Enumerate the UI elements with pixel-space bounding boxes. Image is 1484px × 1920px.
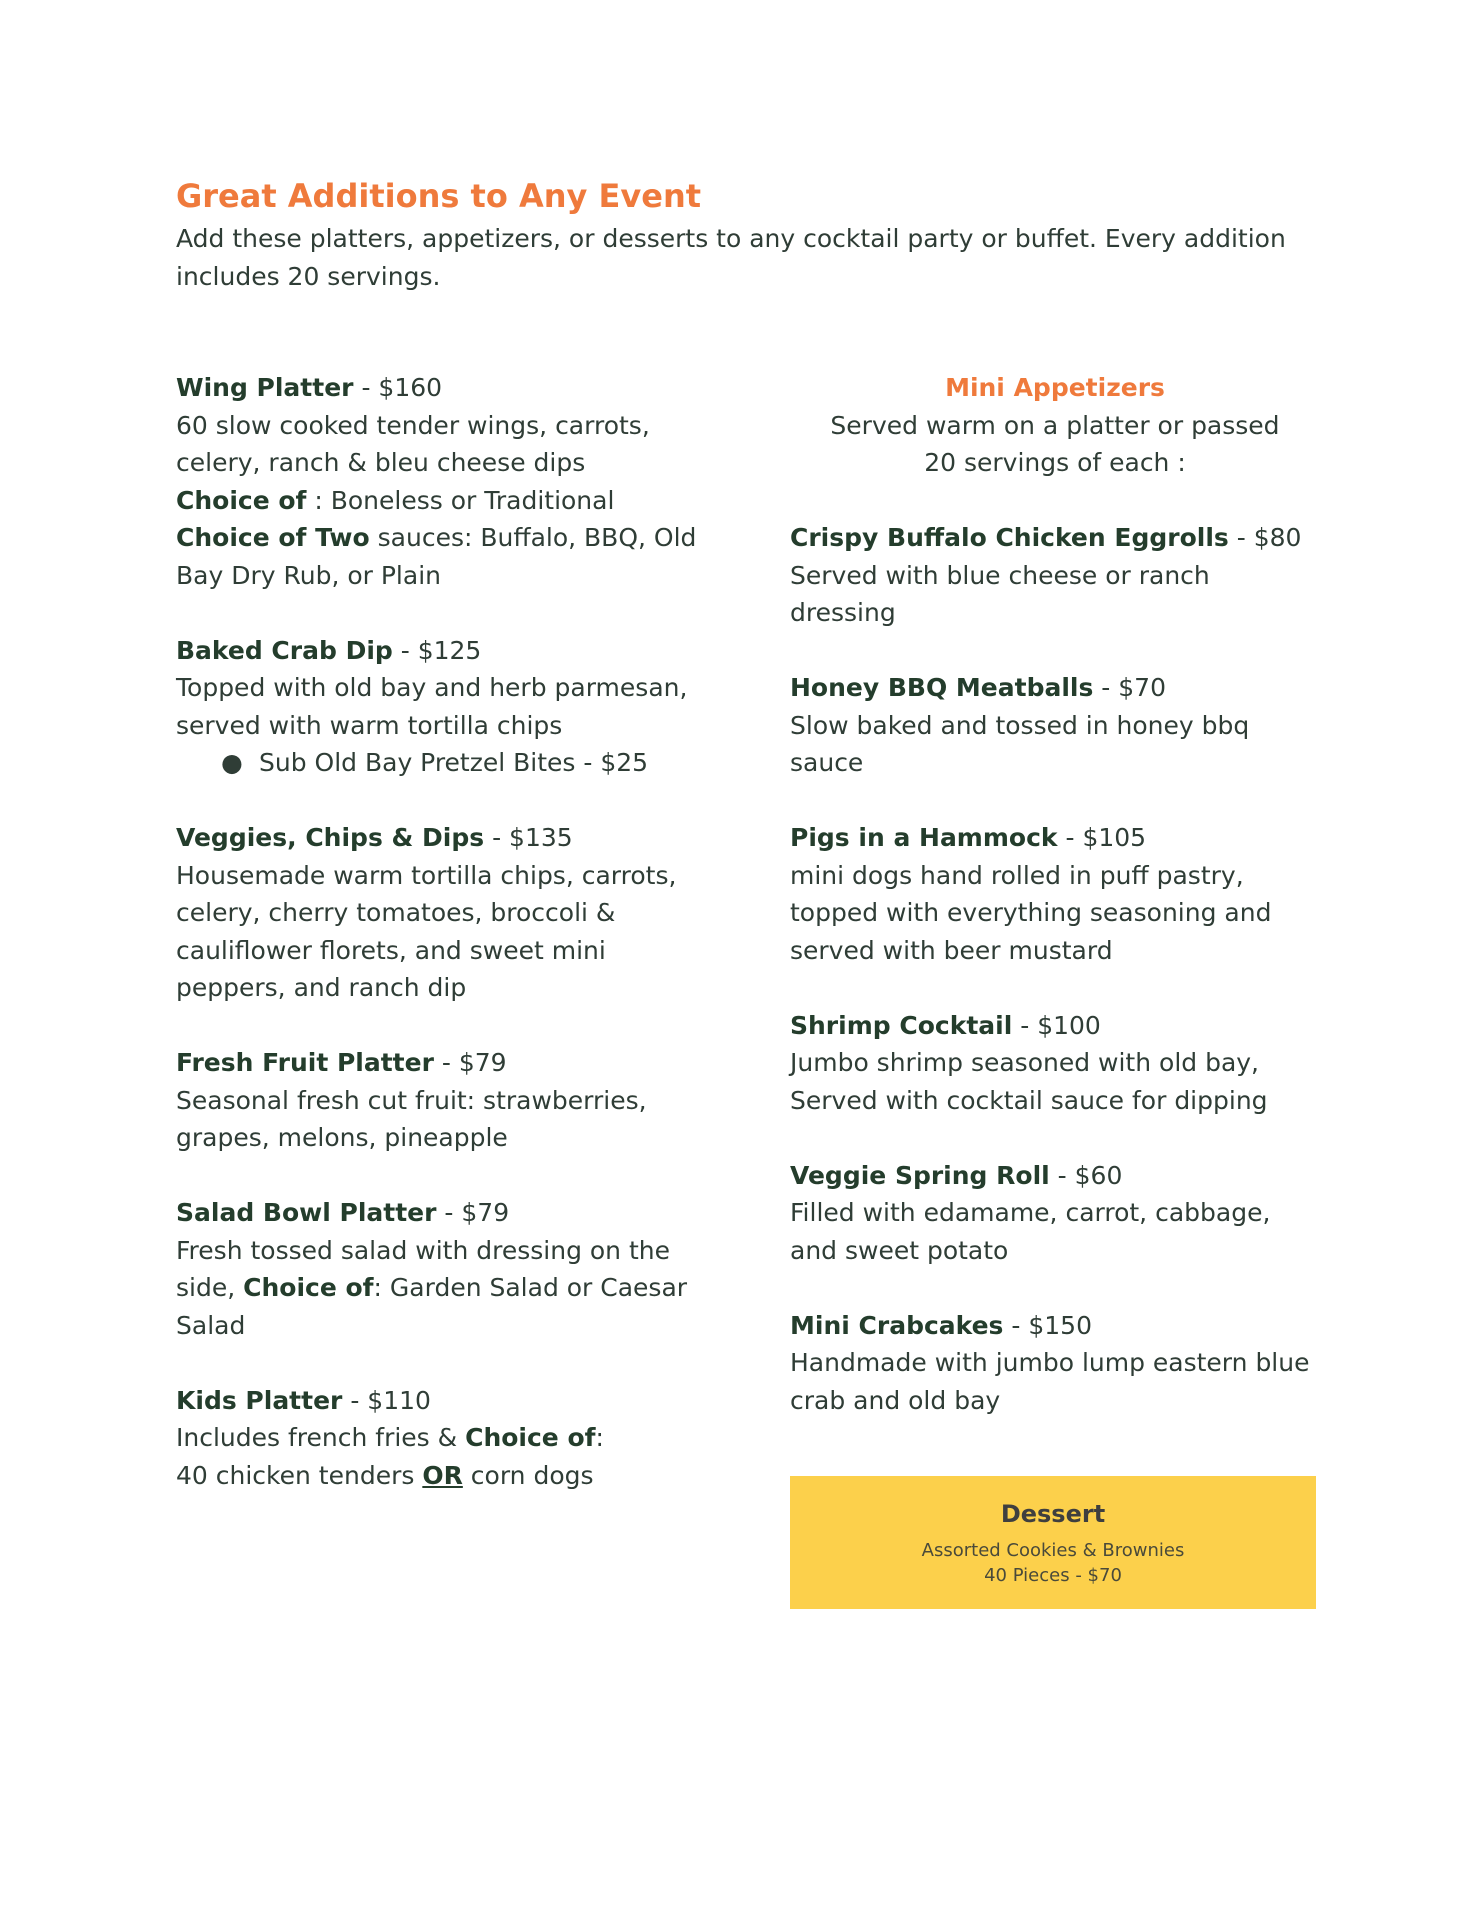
dessert-box [790,1476,1316,1609]
mini-appetizers-subtitle: Served warm on a platter or passed [830,410,1280,440]
item-name: Kids Platter [176,1385,343,1415]
item-title-line [790,819,1320,857]
menu-item-shrimp-cocktail [790,1007,1320,1120]
item-title-line [176,632,716,670]
item-name: Honey BBQ Meatballs [790,673,1094,702]
mini-appetizers-title: Mini Appetizers [945,373,1165,402]
desc-part: 40 chicken tenders [176,1460,423,1490]
item-price: - $150 [1003,1310,1092,1340]
sub-option-text: Sub Old Bay Pretzel Bites - $25 [259,748,649,777]
dessert-description: Assorted Cookies & Brownies [921,1540,1185,1561]
item-title-line [176,819,716,857]
item-description: 60 slow cooked tender wings, carrots, celery, ranch & bleu cheese dips [176,410,650,477]
menu-item-buffalo-eggrolls [790,519,1320,632]
desc-part: : [595,1423,604,1452]
choice-label: Choice of [176,485,307,515]
item-price: - $110 [342,1385,431,1415]
item-price: - $100 [1012,1010,1101,1040]
platters-column [176,369,716,1532]
mini-appetizers-header [790,369,1320,482]
desc-part: corn dogs [462,1460,594,1490]
choice-two-label: Choice of Two [176,523,370,552]
choice-label: Choice of [243,1273,374,1302]
choice-two-text: sauces: Buffalo, BBQ, Old Bay Dry Rub, or Plain [176,523,697,590]
item-name: Mini Crabcakes [790,1310,1004,1340]
item-title-line [790,1007,1320,1045]
sub-option [176,744,716,782]
item-name: Veggie Spring Roll [790,1160,1050,1190]
mini-appetizers-column [790,369,1320,1457]
item-name: Shrimp Cocktail [790,1010,1013,1040]
item-name: Wing Platter [176,373,354,402]
page-title: Great Additions to Any Event [176,177,702,215]
mini-appetizers-servings: 20 servings of each : [924,448,1186,477]
desc-part: Includes french fries & [176,1423,466,1452]
menu-item-mini-crabcakes [790,1307,1320,1420]
desc-part: Fresh tossed salad with dressing on the side, [176,1235,670,1302]
item-name: Baked Crab Dip [176,635,393,665]
or-label: OR [422,1460,463,1490]
item-title-line [176,369,716,407]
item-choice-two [176,519,716,594]
item-description: Served with blue cheese or ranch dressing [790,560,1210,627]
item-description: Seasonal fresh cut fruit: strawberries, grapes, melons, pineapple [176,1085,647,1152]
item-name: Crispy Buffalo Chicken Eggrolls [790,523,1229,552]
item-price: - $79 [433,1048,507,1077]
menu-item-veggie-spring-roll [790,1157,1320,1270]
item-price: - $79 [436,1198,510,1227]
menu-item-wing-platter [176,369,716,594]
bullet-icon: ● [221,748,243,777]
menu-item-pigs-in-a-hammock [790,819,1320,969]
choice-text: : Boneless or Traditional [306,485,615,515]
item-title-line [176,1044,716,1082]
item-name: Salad Bowl Platter [176,1198,437,1227]
item-price: - $105 [1057,823,1147,852]
desc-part: : Garden Salad or Caesar Salad [176,1273,688,1340]
item-choice [176,482,716,520]
menu-item-salad-bowl-platter [176,1194,716,1344]
item-description: mini dogs hand rolled in puff pastry, topped with everything seasoning and served with beer mustard [790,860,1272,965]
item-description: Housemade warm tortilla chips, carrots, celery, cherry tomatoes, broccoli & cauliflower florets, and sweet mini peppers, and ranch dip [176,860,677,1002]
item-title-line [176,1382,716,1420]
item-name: Fresh Fruit Platter [176,1048,434,1077]
item-description: Topped with old bay and herb parmesan, served with warm tortilla chips [176,673,688,740]
item-name: Pigs in a Hammock [790,823,1058,852]
item-description: Slow baked and tossed in honey bbq sauce [790,710,1250,777]
item-description: Filled with edamame, carrot, cabbage, and sweet potato [790,1198,1271,1265]
dessert-title: Dessert [1000,1500,1106,1528]
item-price: - $70 [1093,673,1166,702]
item-price: - $160 [353,373,443,402]
item-title-line [790,669,1320,707]
item-title-line [176,1194,716,1232]
menu-item-veggies-chips-dips [176,819,716,1007]
page-header [176,172,1326,296]
item-price: - $60 [1049,1160,1123,1190]
item-description: Jumbo shrimp seasoned with old bay, Served with cocktail sauce for dipping [790,1048,1268,1115]
item-options [176,1457,716,1495]
item-name: Veggies, Chips & Dips [176,823,485,852]
item-title-line [790,1157,1320,1195]
menu-item-kids-platter [176,1382,716,1495]
item-price: - $125 [392,635,482,665]
item-price: - $135 [484,823,573,852]
item-title-line [790,519,1320,557]
item-description: Handmade with jumbo lump eastern blue crab and old bay [790,1348,1310,1415]
menu-item-fresh-fruit-platter [176,1044,716,1157]
item-description [176,1232,716,1345]
item-description [176,1419,716,1457]
choice-label: Choice of [465,1423,596,1452]
dessert-price: 40 Pieces - $70 [984,1565,1122,1586]
item-price: - $80 [1228,523,1302,552]
menu-item-baked-crab-dip [176,632,716,782]
page-intro: Add these platters, appetizers, or desserts to any cocktail party or buffet. Every addition includes 20 servings. [176,224,1286,291]
menu-item-honey-bbq-meatballs [790,669,1320,782]
item-title-line [790,1307,1320,1345]
